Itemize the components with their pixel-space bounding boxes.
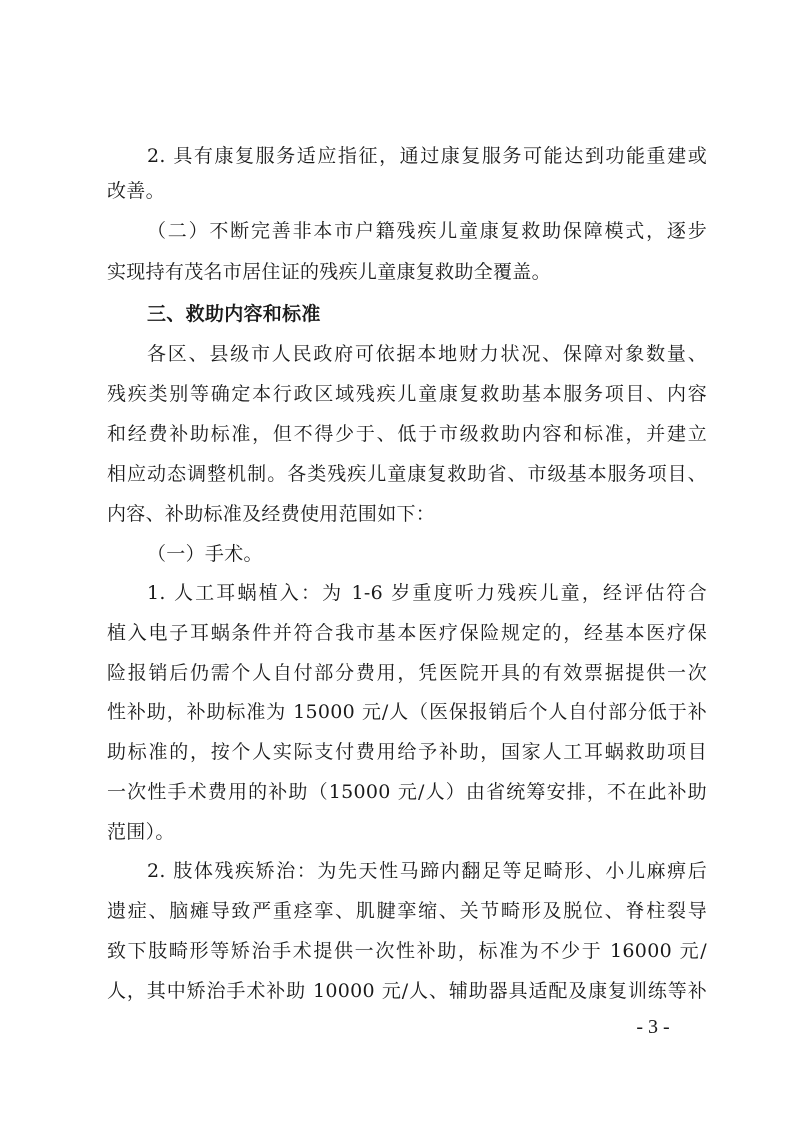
text-line-4: 实现持有茂名市居住证的残疾儿童康复救助全覆盖。 xyxy=(107,261,551,283)
text-line-10: 内容、补助标准及经费使用范围如下： xyxy=(107,503,436,525)
text-line-6: 各区、县级市人民政府可依据本地财力状况、保障对象数量、 xyxy=(147,343,707,365)
text-line-3: （二）不断完善非本市户籍残疾儿童康复救助保障模式，逐步 xyxy=(147,220,707,242)
page-number: - 3 - xyxy=(636,1016,670,1038)
text-line-8: 和经费补助标准，但不得少于、低于市级救助内容和标准，并建立 xyxy=(107,423,707,445)
text-line-18: 范围）。 xyxy=(107,821,175,843)
text-line-2: 改善。 xyxy=(107,180,165,202)
text-line-21: 致下肢畸形等矫治手术提供一次性补助，标准为不少于 16000 元/ xyxy=(107,940,707,962)
text-line-9: 相应动态调整机制。各类残疾儿童康复救助省、市级基本服务项目、 xyxy=(107,463,707,485)
text-line-19: 2. 肢体残疾矫治：为先天性马蹄内翻足等足畸形、小儿麻痹后 xyxy=(147,860,707,882)
text-line-7: 残疾类别等确定本行政区域残疾儿童康复救助基本服务项目、内容 xyxy=(107,383,707,405)
text-line-14: 险报销后仍需个人自付部分费用，凭医院开具的有效票据提供一次 xyxy=(107,662,707,684)
text-line-15: 性补助，补助标准为 15000 元/人（医保报销后个人自付部分低于补 xyxy=(107,701,707,723)
subsection-heading: （一）手术。 xyxy=(147,543,263,565)
text-line-22: 人，其中矫治手术补助 10000 元/人、辅助器具适配及康复训练等补 xyxy=(107,980,707,1002)
text-line-17: 一次性手术费用的补助（15000 元/人）由省统筹安排，不在此补助 xyxy=(107,781,707,803)
text-line-12: 1. 人工耳蜗植入：为 1-6 岁重度听力残疾儿童，经评估符合 xyxy=(147,582,707,604)
section-heading: 三、救助内容和标准 xyxy=(147,303,321,325)
text-line-20: 遗症、脑瘫导致严重痉挛、肌腱挛缩、关节畸形及脱位、脊柱裂导 xyxy=(107,900,707,922)
text-line-13: 植入电子耳蜗条件并符合我市基本医疗保险规定的，经基本医疗保 xyxy=(107,622,707,644)
text-line-16: 助标准的，按个人实际支付费用给予补助，国家人工耳蜗救助项目 xyxy=(107,741,707,763)
text-line-1: 2. 具有康复服务适应指征，通过康复服务可能达到功能重建或 xyxy=(147,145,707,167)
